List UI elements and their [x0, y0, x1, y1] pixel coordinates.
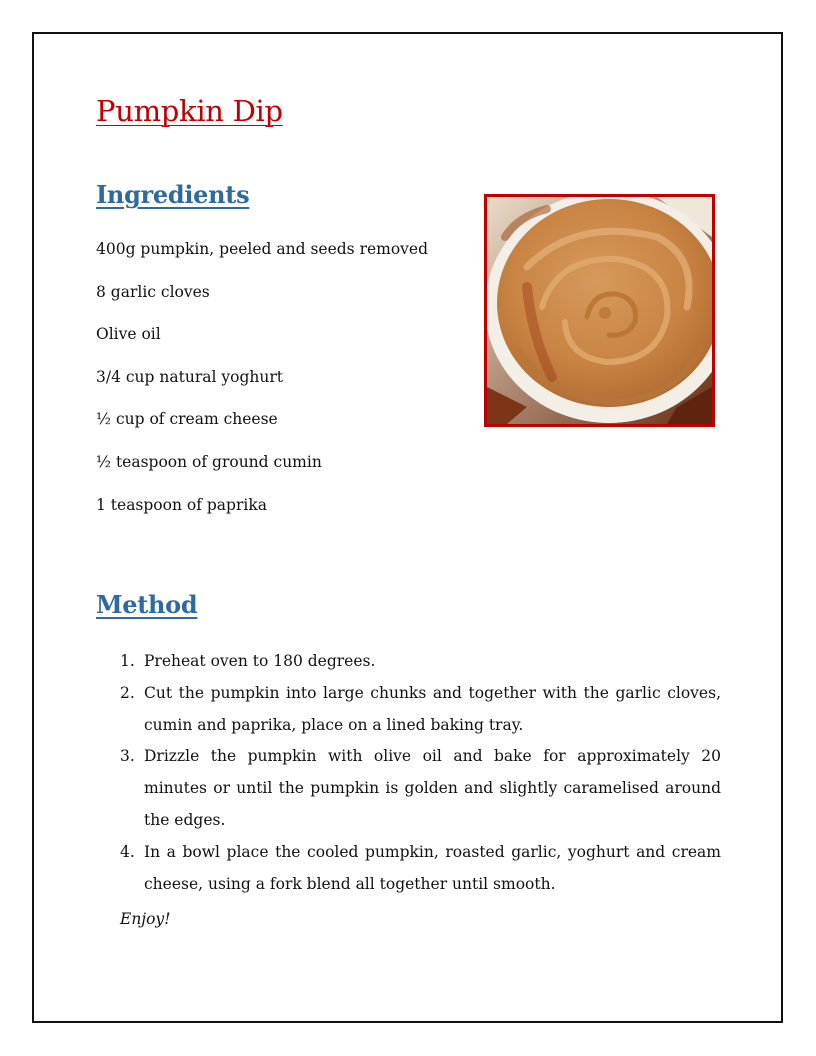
step-text: Preheat oven to 180 degrees.: [144, 652, 376, 670]
ingredient-item: 400g pumpkin, peeled and seeds removed: [96, 240, 429, 258]
step-number: 3.: [120, 747, 135, 766]
recipe-title: Pumpkin Dip: [96, 94, 283, 128]
method-step: [120, 837, 721, 901]
ingredients-heading: Ingredients: [96, 180, 250, 209]
method-step: [120, 741, 721, 836]
method-heading: Method: [96, 590, 198, 619]
step-text: Cut the pumpkin into large chunks and together with the garlic cloves, cumin and paprika, place on a lined baking tray.: [144, 683, 721, 734]
ingredient-item: ½ cup of cream cheese: [96, 410, 278, 429]
ingredient-item: 3/4 cup natural yoghurt: [96, 367, 283, 386]
pumpkin-dip-photo: [484, 194, 715, 427]
ingredients-list: [96, 236, 428, 534]
closing-note: Enjoy!: [120, 910, 171, 928]
method-step: [120, 678, 721, 742]
step-number: 2.: [120, 683, 135, 702]
ingredient-item: ½ teaspoon of ground cumin: [96, 452, 322, 471]
pumpkin-dip-illustration: [487, 197, 712, 424]
ingredient-item: Olive oil: [96, 325, 161, 344]
method-steps-list: [120, 646, 721, 900]
step-number: 1.: [120, 652, 135, 670]
step-text: Drizzle the pumpkin with olive oil and bake for approximately 20 minutes or until the pumpkin is golden and slightly caramelised around the edges.: [144, 747, 721, 829]
method-step: [120, 646, 721, 678]
step-text: In a bowl place the cooled pumpkin, roasted garlic, yoghurt and cream cheese, using a fork blend all together until smooth.: [144, 842, 721, 893]
ingredient-item: 1 teaspoon of paprika: [96, 495, 267, 514]
ingredient-item: 8 garlic cloves: [96, 282, 210, 301]
step-number: 4.: [120, 842, 135, 861]
